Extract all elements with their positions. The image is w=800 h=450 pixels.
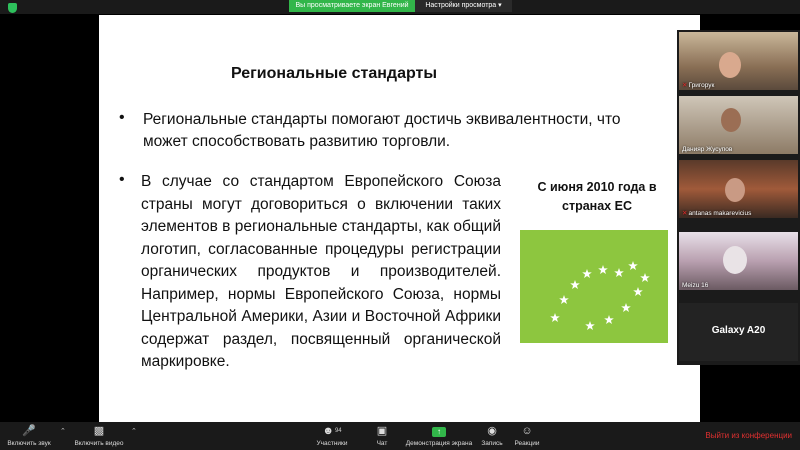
share-screen-label: Демонстрация экрана — [405, 440, 473, 447]
participant-name: ✕antanas makarevicius — [682, 210, 752, 217]
security-shield-icon[interactable] — [8, 3, 17, 13]
top-bar — [0, 0, 800, 14]
viewing-screen-label: Вы просматриваете экран Евгений — [289, 0, 415, 12]
video-camera-off-icon: ▩ — [93, 425, 105, 437]
eu-organic-logo — [520, 230, 668, 343]
meeting-toolbar — [0, 422, 800, 450]
participant-tile[interactable] — [679, 232, 798, 290]
start-video-label: Включить видео — [74, 440, 124, 447]
slide-bullet-2: В случае со стандартом Европейского Союза страны могут договориться о включении таких элементов в региональные стандарты, как общий логотип, согласованные процедуры регистрации органических продуктов и производителей. Например, нормы Европейского Союза, нормы Центральной Америки, Азии и Восточной Африки содержат раздел, посвященный органической маркировке. — [141, 173, 501, 370]
participant-video — [719, 52, 741, 78]
participant-name: Meizu 16 — [682, 282, 709, 289]
participant-gallery — [677, 30, 800, 365]
muted-mic-icon: ✕ — [682, 210, 688, 217]
participant-name: ✕Григорук — [682, 82, 715, 89]
audio-options-caret-icon[interactable]: ⌃ — [60, 428, 66, 435]
slide-bullet-1: Региональные стандарты помогают достичь эквивалентности, что может способствовать развитию торговли. — [143, 111, 621, 150]
participants-icon: ☻ — [322, 425, 334, 437]
chat-label: Чат — [376, 440, 388, 447]
bullet-marker: • — [119, 171, 125, 188]
reactions-emoji-icon: ☺ — [521, 425, 533, 437]
participants-count: 94 — [334, 428, 342, 434]
participant-tile[interactable] — [679, 32, 798, 90]
microphone-muted-icon: 🎤 — [22, 425, 36, 437]
participant-video — [725, 178, 745, 202]
eu-logo-caption: С июня 2010 года в странах ЕС — [537, 180, 657, 213]
reactions-button[interactable] — [492, 424, 562, 447]
video-options-caret-icon[interactable]: ⌃ — [131, 428, 137, 435]
slide-title: Региональные стандарты — [230, 65, 438, 82]
participant-name: Galaxy A20 — [711, 325, 766, 336]
shared-screen-slide — [99, 15, 700, 422]
view-settings-label: Настройки просмотра — [425, 2, 497, 9]
participants-label: Участники — [316, 440, 348, 447]
participant-tile[interactable] — [679, 96, 798, 154]
chevron-down-icon: ▾ — [498, 2, 502, 9]
chat-bubble-icon: ▣ — [376, 425, 388, 437]
record-label: Запись — [481, 440, 503, 447]
record-icon: ◉ — [487, 425, 497, 437]
reactions-label: Реакции — [514, 440, 540, 447]
bullet-marker: • — [119, 109, 125, 126]
participant-name: Данияр Жусупов — [682, 146, 733, 153]
start-video-button[interactable] — [64, 424, 134, 447]
participant-tile[interactable] — [679, 160, 798, 218]
participant-tile[interactable] — [679, 303, 798, 361]
view-settings-button[interactable] — [415, 0, 512, 12]
participant-video — [721, 108, 741, 132]
share-screen-icon: ↑ — [432, 427, 446, 437]
eu-organic-leaf-icon — [520, 230, 668, 343]
muted-mic-icon: ✕ — [682, 82, 688, 89]
participant-video — [723, 246, 747, 274]
leave-meeting-button[interactable]: Выйти из конференции — [705, 431, 792, 440]
unmute-label: Включить звук — [7, 440, 51, 447]
unmute-button[interactable] — [0, 424, 64, 447]
